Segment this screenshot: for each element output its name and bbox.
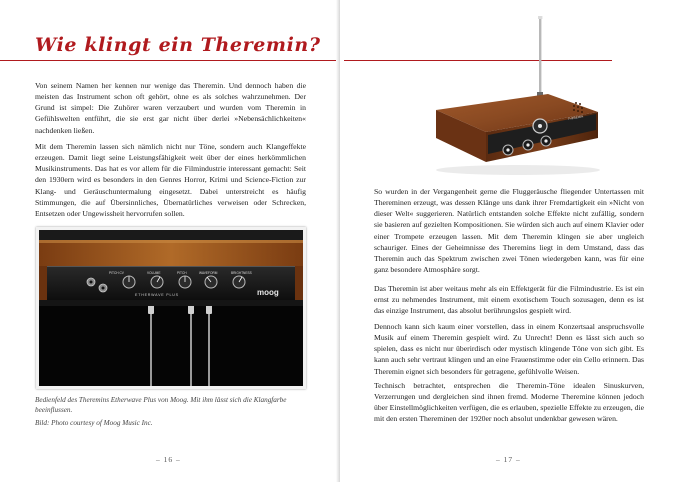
knob-label-volume: VOLUME bbox=[147, 271, 161, 275]
tuning-knob-icon bbox=[533, 119, 547, 133]
knob-label-pitch-cv: PITCH CV bbox=[109, 271, 124, 275]
knob-icon bbox=[541, 136, 551, 146]
knob-icon bbox=[233, 276, 245, 288]
knob-label-brightness: BRIGHTNESS bbox=[231, 271, 252, 275]
right-paragraph-1: So wurden in der Vergangenheit gerne die Fluggeräusche fliegender Untertassen mit Thereminen erzeugt, was dessen Klänge uns dank ihrer Fremdartigkeit ein »Nicht von dieser Welt« suggerieren. Natürlich entstanden solche Effekte nicht zufällig, sondern sie basieren auf gezielten Kompositionen. Sie würden sich auch auf einem Klavier oder einer Trompete erzeugen lassen. Mit dem Theremin klingen sie aber ungleich schauriger. Eines der Geheimnisse des Theremins liegt in dem Umstand, dass das Theremin auch das Spektrum zwischen zwei Tönen wiedergeben kann, was für eine ganz besondere Atmosphäre sorgt. bbox=[374, 187, 644, 275]
knob-label-pitch: PITCH bbox=[177, 271, 187, 275]
right-paragraph-3: Dennoch kann sich kaum einer vorstellen, dass in einem Konzertsaal anspruchsvolle Musik auf einem Theremin gespielt wird. Zu Unrecht! Denn es lässt sich auch so spielen, dass es nicht nur überirdisch oder mystisch klingende Töne von sich gibt. Es kann auch sehr vertraut klingen und an eine Frauenstimme oder ein Cello erinnern. Das Theremin eignet sich besonders für getragene, gefühlvolle Weisen. bbox=[374, 322, 644, 376]
left-paragraph-1: Von seinem Namen her kennen nur wenige das Theremin. Und dennoch haben die meisten das Instrument schon oft gehört, ohne es als solches wahrzunehmen. Der Grund ist simpel: Die Zuhörer waren verzaubert und wurden vom Theremin in Gefühlswelten entführt, die sie erst gar nicht über derlei »Nebensächlichkeiten« nachdenken ließen. bbox=[35, 81, 306, 135]
moog-control-panel-photo bbox=[36, 227, 306, 389]
photo-caption: Bedienfeld des Theremins Etherwave Plus von Moog. Mit ihm lässt sich die Klangfarbe beeinflussen. bbox=[35, 396, 287, 415]
page-number-left: – 16 – bbox=[156, 455, 181, 464]
knob-icon bbox=[123, 276, 135, 288]
knob-icon bbox=[151, 276, 163, 288]
right-paragraph-2: Das Theremin ist aber weitaus mehr als ein Effektgerät für die Filmindustrie. Es ist ein ernst zu nehmendes Instrument, mit einem exotischem Touch sozusagen, denn es ist das einzige Instrument, das absolut berührungslos gespielt wird. bbox=[374, 284, 644, 316]
wooden-theremin-photo bbox=[428, 14, 604, 179]
theremin-plate-text: THEREMIN bbox=[567, 114, 584, 121]
knob-icon bbox=[205, 276, 217, 288]
right-paragraph-4: Technisch betrachtet, entsprechen die Theremin-Töne idealen Sinuskurven, Verzerrungen und dergleichen sind ihnen fremd. Moderne Thereminе können jedoch über Einstellmöglichkeiten verfügen, die es erlauben, spezielle Effekte zu erzeugen, die mit den ersten Thereminen der 1920er noch absolut undenkbar gewesen wären. bbox=[374, 381, 644, 424]
page-number-right: – 17 – bbox=[496, 455, 521, 464]
antenna-icon bbox=[539, 18, 541, 96]
left-paragraph-2: Mit dem Theremin lassen sich nämlich nicht nur Töne, sondern auch Klangeffekte erzeugen. Damit liegt seine Leistungsfähigkeit weit über der eines herkömmlichen Musikinstruments. Das hat es vor allem für die Filmindustrie interessant gemacht: Seit den 1930ern wird es besonders in den Genres Horror, Krimi und Science-Fiction zur Klang- und Geräuschuntermalung eingesetzt. Dabei unterstreicht es häufig Stimmungen, die auf Übersinnliches, Übernatürliches verweisen oder Schrecken, Entsetzen oder Ungewissheit hervorrufen sollen. bbox=[35, 142, 306, 218]
knob-label-waveform: WAVEFORM bbox=[199, 271, 218, 275]
model-name: ETHERWAVE PLUS bbox=[135, 293, 179, 297]
heading-rule bbox=[0, 60, 336, 61]
chapter-heading: Wie klingt ein Theremin? bbox=[35, 34, 321, 56]
photo-credit: Bild: Photo courtesy of Moog Music Inc. bbox=[35, 419, 153, 427]
knob-icon bbox=[523, 140, 533, 150]
moog-logo: moog bbox=[257, 288, 279, 297]
knob-icon bbox=[503, 145, 513, 155]
knob-icon bbox=[179, 276, 191, 288]
etherwave-plus-panel-illustration bbox=[39, 230, 303, 386]
